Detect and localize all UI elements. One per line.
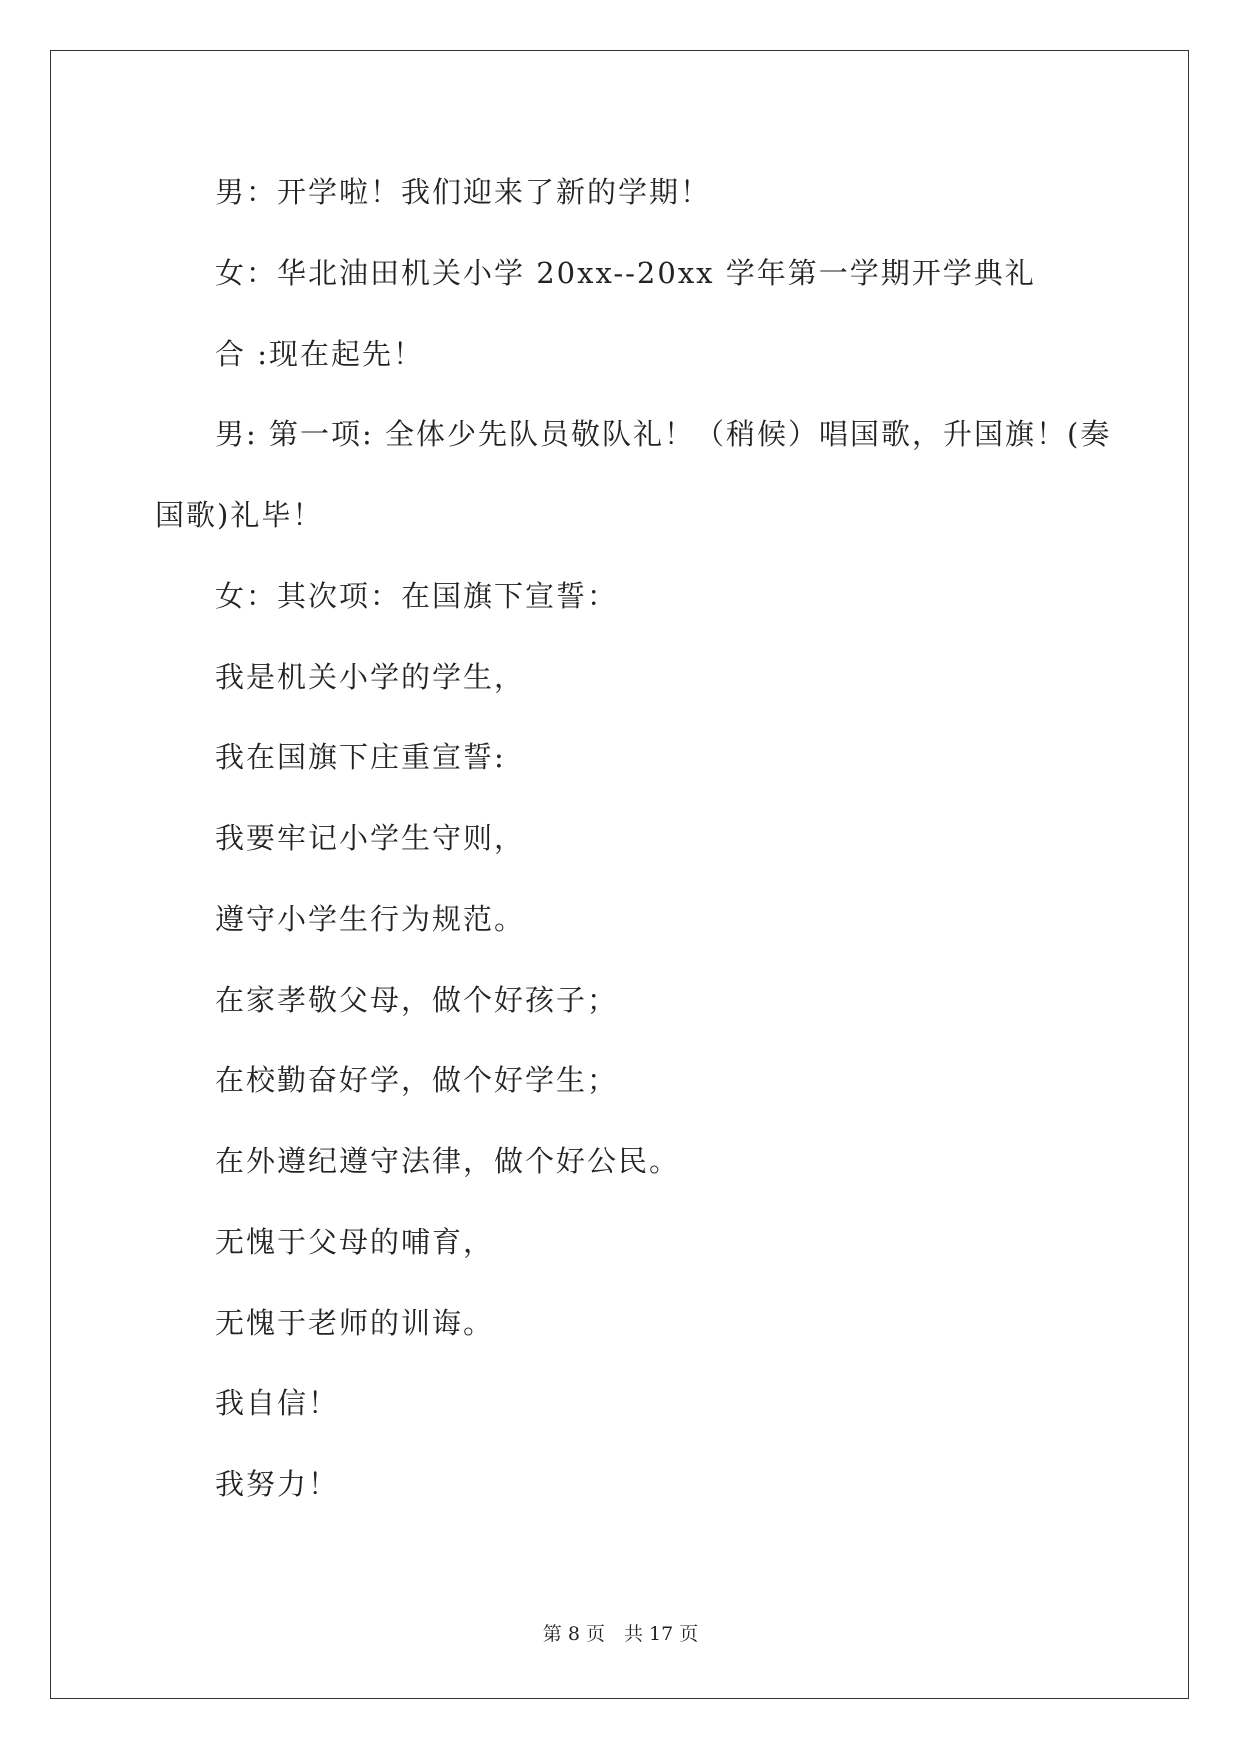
oath-line: 无愧于老师的训诲。 bbox=[215, 1306, 495, 1340]
dialogue-line: 男: 第一项: 全体少先队员敬队礼！（稍候）唱国歌，升国旗！(奏 bbox=[215, 417, 1112, 451]
oath-line: 我努力！ bbox=[215, 1467, 340, 1501]
oath-line: 无愧于父母的哺育， bbox=[215, 1225, 495, 1259]
oath-line: 我要牢记小学生守则， bbox=[215, 821, 526, 855]
oath-line: 遵守小学生行为规范。 bbox=[215, 902, 526, 936]
dialogue-line: 男：开学啦！我们迎来了新的学期！ bbox=[215, 175, 712, 209]
page-border bbox=[50, 50, 1189, 1699]
oath-line: 我在国旗下庄重宣誓: bbox=[215, 740, 506, 774]
oath-line: 在家孝敬父母，做个好孩子； bbox=[215, 983, 619, 1017]
dialogue-line: 女：其次项：在国旗下宣誓： bbox=[215, 579, 619, 613]
oath-line: 在校勤奋好学，做个好学生； bbox=[215, 1063, 619, 1097]
oath-line: 我自信！ bbox=[215, 1386, 340, 1420]
oath-line: 在外遵纪遵守法律，做个好公民。 bbox=[215, 1144, 681, 1178]
dialogue-line-continuation: 国歌)礼毕！ bbox=[155, 498, 324, 532]
dialogue-line: 女：华北油田机关小学 20xx--20xx 学年第一学期开学典礼 bbox=[215, 256, 1036, 290]
dialogue-line: 合 :现在起先！ bbox=[215, 337, 424, 371]
oath-line: 我是机关小学的学生， bbox=[215, 660, 526, 694]
page-footer: 第 8 页 共 17 页 bbox=[542, 1623, 699, 1645]
